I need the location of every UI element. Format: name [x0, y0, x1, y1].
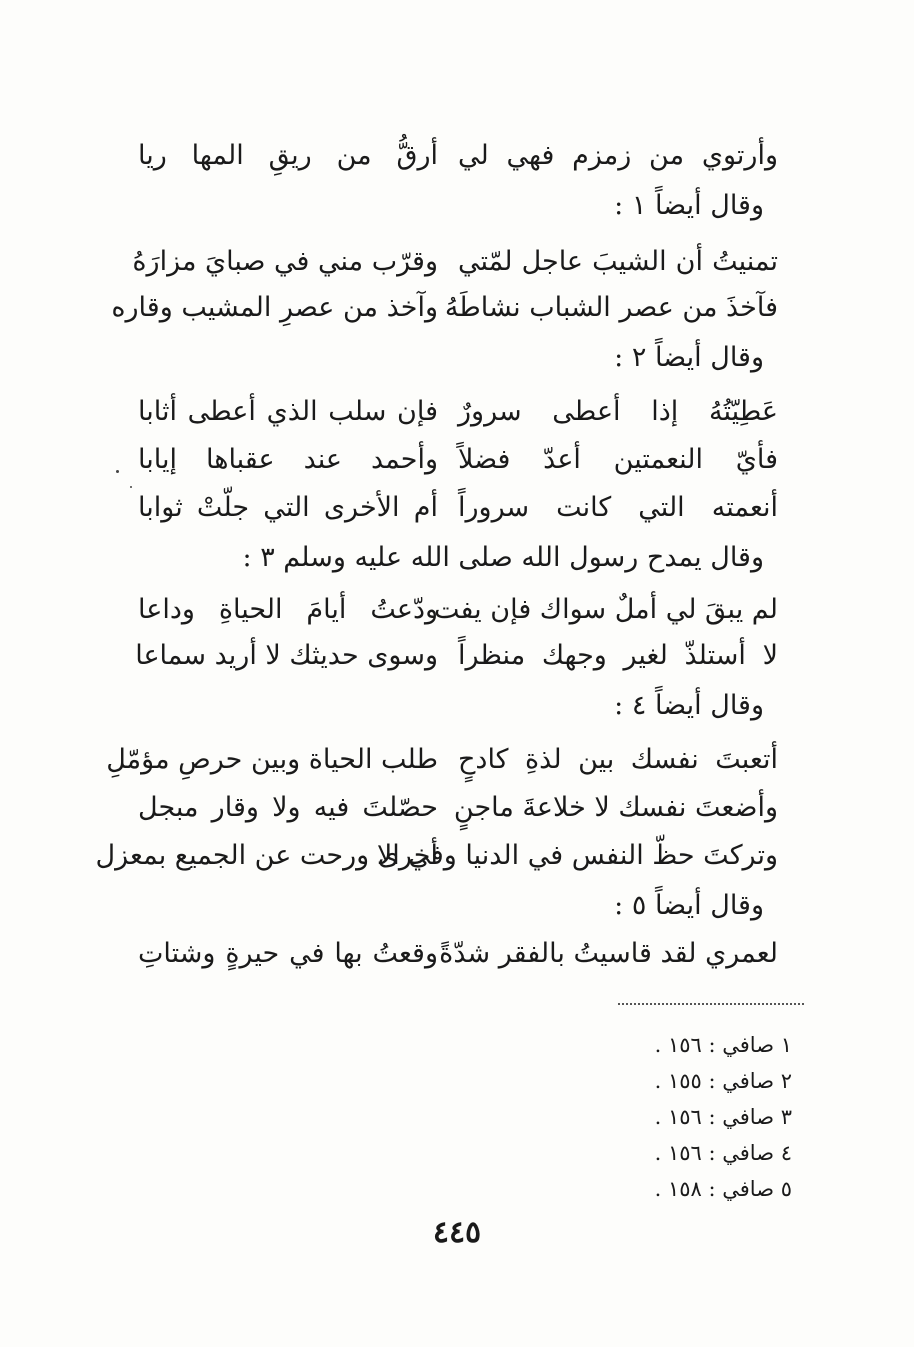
second-hemistich: وقعتُ بها في حيرةٍ وشتاتِ [138, 938, 438, 969]
speck-mark [116, 470, 119, 473]
poem-intro: وقال أيضاً ٥ : [614, 890, 764, 921]
verse-line [138, 586, 778, 634]
first-hemistich: فآخذَ من عصر الشباب نشاطَهُ [444, 292, 778, 323]
verse-line [106, 736, 778, 784]
first-hemistich: أنعمته التي كانت سروراً [458, 492, 778, 523]
verse-line [132, 238, 778, 286]
second-hemistich: طلب الحياة وبين حرصِ مؤمّلِ [106, 744, 438, 775]
first-hemistich: لم يبقَ لي أملٌ سواك فإن يفت [434, 594, 778, 625]
poem-intro: وقال أيضاً ٤ : [614, 690, 764, 721]
second-hemistich: وآخذ من عصرِ المشيب وقاره [111, 292, 438, 323]
speck-mark [130, 486, 132, 488]
second-hemistich: حصّلتَ فيه ولا وقار مبجل [138, 792, 438, 823]
first-hemistich: لا أستلذّ لغير وجهك منظراً [458, 640, 778, 671]
second-hemistich: وسوى حديثك لا أريد سماعا [135, 640, 438, 671]
first-hemistich: أتعبتَ نفسك بين لذةِ كادحٍ [458, 744, 778, 775]
second-hemistich: أم الأخرى التي جلّتْ ثوابا [138, 492, 438, 523]
poem-intro: وقال يمدح رسول الله صلى الله عليه وسلم ٣ : [242, 542, 764, 573]
verse-line [138, 436, 778, 484]
footnote: ٤ صافي : ١٥٦ . [654, 1141, 792, 1165]
verse-line [138, 484, 778, 532]
verse-line [135, 632, 778, 680]
first-hemistich: وتركتَ حظّ النفس في الدنيا وفي الا [376, 840, 778, 871]
second-hemistich: أرقُّ من ريقِ المها ريا [138, 140, 438, 171]
footnote: ٢ صافي : ١٥٥ . [654, 1069, 792, 1093]
first-hemistich: لعمري لقد قاسيتُ بالفقر شدّةً [439, 938, 778, 969]
verse-line [138, 930, 778, 978]
footnote-separator [618, 1003, 804, 1005]
first-hemistich: عَطِيّتُهُ إذا أعطى سرورٌ [458, 396, 778, 427]
second-hemistich: وقرّب مني في صبايَ مزارَهُ [132, 246, 438, 277]
second-hemistich: وأحمد عند عقباها إيابا [138, 444, 438, 475]
poem-intro: وقال أيضاً ٢ : [614, 342, 764, 373]
verse-line [138, 132, 778, 180]
first-hemistich: تمنيتُ أن الشيبَ عاجل لمّتي [458, 246, 778, 277]
first-hemistich: وأرتوي من زمزم فهي لي [458, 140, 778, 171]
verse-line [138, 388, 778, 436]
poem-intro: وقال أيضاً ١ : [614, 190, 764, 221]
footnote: ١ صافي : ١٥٦ . [654, 1033, 792, 1057]
second-hemistich: فإن سلب الذي أعطى أثابا [138, 396, 438, 427]
footnote: ٥ صافي : ١٥٨ . [654, 1177, 792, 1201]
first-hemistich: فأيّ النعمتين أعدّ فضلاً [458, 444, 778, 475]
second-hemistich: ودّعتُ أيامَ الحياةِ وداعا [138, 594, 438, 625]
verse-line [138, 784, 778, 832]
verse-line [111, 284, 778, 332]
first-hemistich: وأضعتَ نفسك لا خلاعةَ ماجنٍ [453, 792, 778, 823]
second-hemistich: أخرى ورحت عن الجميع بمعزل [95, 840, 438, 871]
verse-line [95, 832, 778, 880]
footnote: ٣ صافي : ١٥٦ . [654, 1105, 792, 1129]
page-number: ٤٤٥ [432, 1215, 482, 1250]
